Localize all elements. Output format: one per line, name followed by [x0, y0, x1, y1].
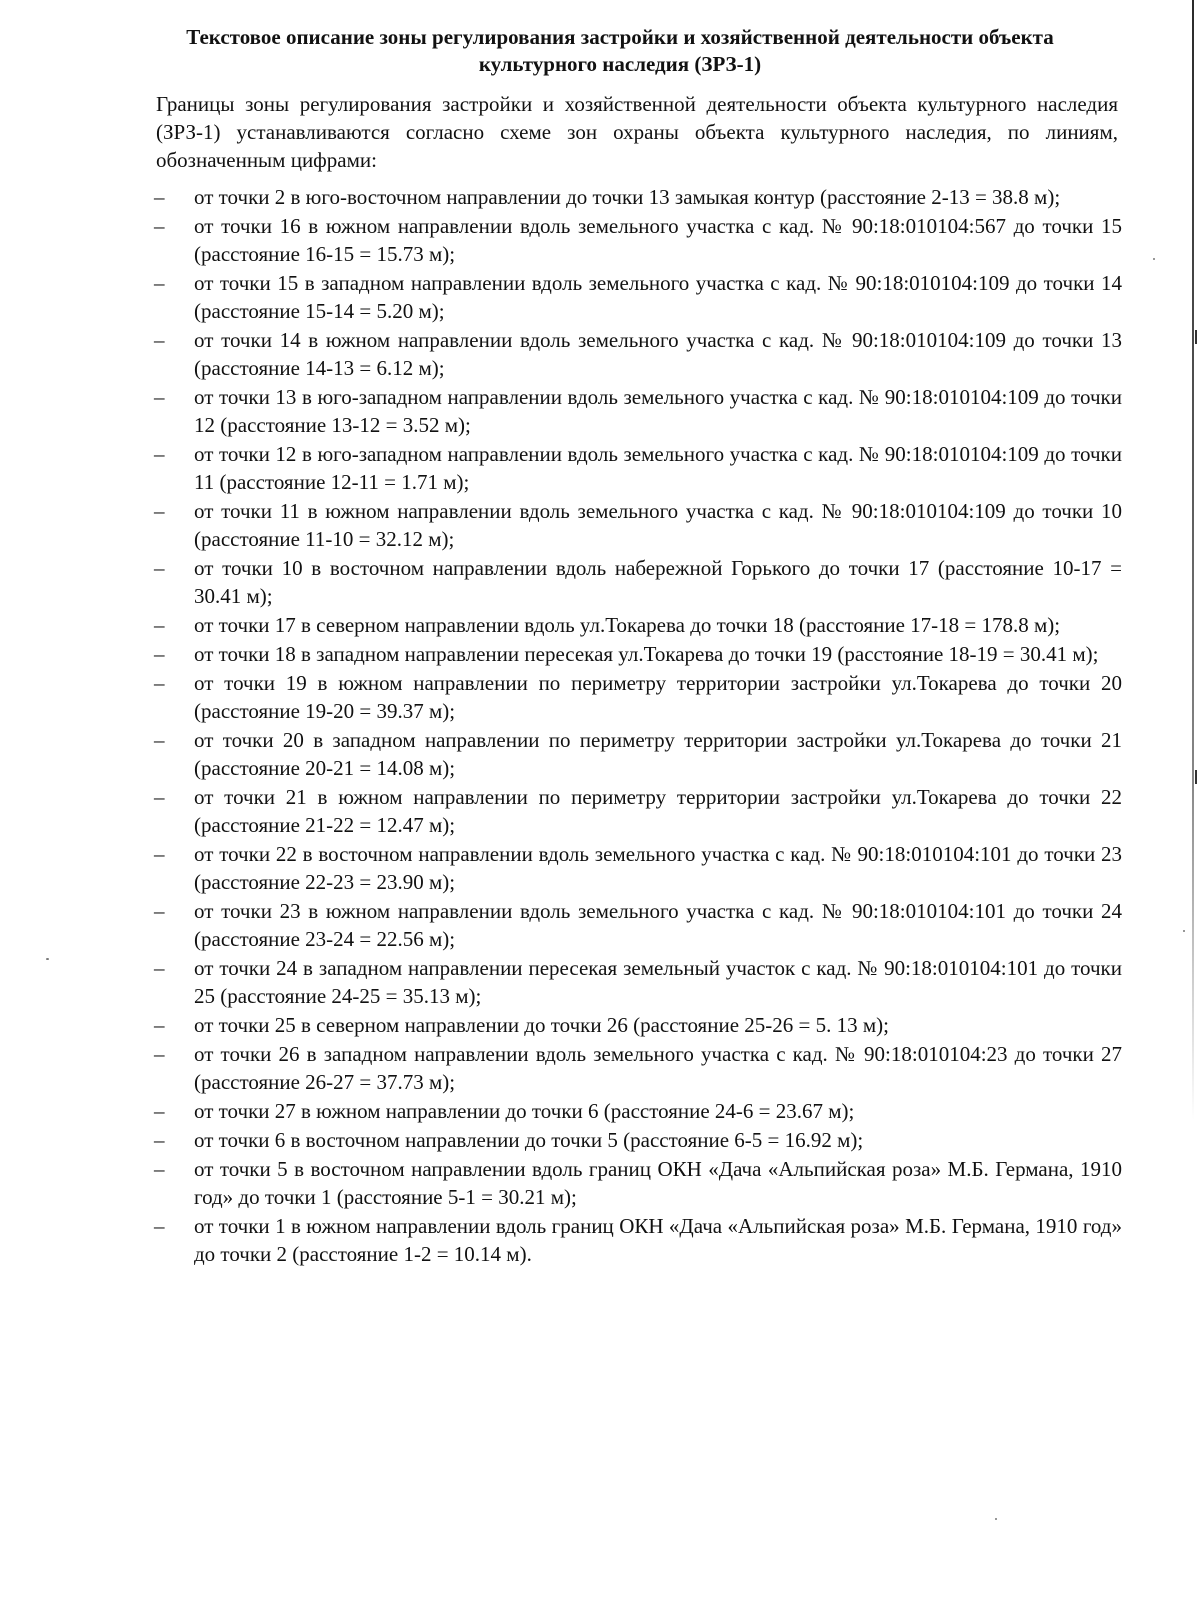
- boundary-segment-text: от точки 15 в западном направлении вдоль земельного участка с кад. № 90:18:010104:109 до точки 14 (расстояние 15-14 = 5.20 м);: [194, 271, 1122, 323]
- scan-speck: [995, 1518, 997, 1520]
- boundary-segment-text: от точки 2 в юго-восточном направлении до точки 13 замыкая контур (расстояние 2-13 = 38.8 м);: [194, 185, 1061, 209]
- boundary-segment-text: от точки 26 в западном направлении вдоль земельного участка с кад. № 90:18:010104:23 до точки 27 (расстояние 26-27 = 37.73 м);: [194, 1042, 1122, 1094]
- boundary-segment-text: от точки 10 в восточном направлении вдоль набережной Горького до точки 17 (расстояние 10-17 = 30.41 м);: [194, 556, 1122, 608]
- boundary-segment-item: [150, 212, 1122, 268]
- list-dash-bullet: –: [154, 1099, 165, 1123]
- boundary-segment-item: [150, 954, 1122, 1010]
- boundary-segment-text: от точки 25 в северном направлении до точки 26 (расстояние 25-26 = 5. 13 м);: [194, 1013, 889, 1037]
- boundary-segment-item: [150, 326, 1122, 382]
- list-dash-bullet: –: [154, 185, 165, 209]
- list-dash-bullet: –: [154, 1042, 165, 1066]
- scan-speck: [46, 958, 49, 960]
- boundary-segment-item: [150, 783, 1122, 839]
- boundary-segment-text: от точки 21 в южном направлении по периметру территории застройки ул.Токарева до точки 22 (расстояние 21-22 = 12.47 м);: [194, 785, 1122, 837]
- boundary-segment-item: [150, 497, 1122, 553]
- boundary-segment-text: от точки 16 в южном направлении вдоль земельного участка с кад. № 90:18:010104:567 до точки 15 (расстояние 16-15 = 15.73 м);: [194, 214, 1122, 266]
- boundary-segment-item: [150, 554, 1122, 610]
- list-dash-bullet: –: [154, 214, 165, 238]
- list-dash-bullet: –: [154, 671, 165, 695]
- boundary-list: [150, 183, 1122, 1269]
- boundary-segment-text: от точки 13 в юго-западном направлении вдоль земельного участка с кад. № 90:18:010104:109 до точки 12 (расстояние 13-12 = 3.52 м);: [194, 385, 1122, 437]
- boundary-segment-item: [150, 1097, 1122, 1125]
- boundary-segment-text: от точки 12 в юго-западном направлении вдоль земельного участка с кад. № 90:18:010104:109 до точки 11 (расстояние 12-11 = 1.71 м);: [194, 442, 1122, 494]
- boundary-segment-text: от точки 17 в северном направлении вдоль ул.Токарева до точки 18 (расстояние 17-18 = 178.8 м);: [194, 613, 1061, 637]
- boundary-segment-item: [150, 669, 1122, 725]
- boundary-segment-text: от точки 18 в западном направлении пересекая ул.Токарева до точки 19 (расстояние 18-19 = 30.41 м);: [194, 642, 1099, 666]
- list-dash-bullet: –: [154, 1157, 165, 1181]
- boundary-segment-item: [150, 269, 1122, 325]
- boundary-segment-text: от точки 23 в южном направлении вдоль земельного участка с кад. № 90:18:010104:101 до точки 24 (расстояние 23-24 = 22.56 м);: [194, 899, 1122, 951]
- scan-edge-mark: [1195, 770, 1197, 784]
- scan-edge-line: [1192, 0, 1194, 1120]
- list-dash-bullet: –: [154, 271, 165, 295]
- boundary-segment-item: [150, 440, 1122, 496]
- boundary-segment-text: от точки 20 в западном направлении по периметру территории застройки ул.Токарева до точки 21 (расстояние 20-21 = 14.08 м);: [194, 728, 1122, 780]
- boundary-segment-item: [150, 1011, 1122, 1039]
- list-dash-bullet: –: [154, 785, 165, 809]
- boundary-segment-item: [150, 1126, 1122, 1154]
- document-title: Текстовое описание зоны регулирования застройки и хозяйственной деятельности объекта культурного наследия (ЗРЗ-1): [186, 25, 1054, 76]
- boundary-segment-text: от точки 22 в восточном направлении вдоль земельного участка с кад. № 90:18:010104:101 до точки 23 (расстояние 22-23 = 23.90 м);: [194, 842, 1122, 894]
- list-dash-bullet: –: [154, 728, 165, 752]
- boundary-segment-text: от точки 5 в восточном направлении вдоль границ ОКН «Дача «Альпийская роза» М.Б. Германа, 1910 год» до точки 1 (расстояние 5-1 = 30.21 м);: [194, 1157, 1122, 1209]
- list-dash-bullet: –: [154, 613, 165, 637]
- boundary-segment-text: от точки 6 в восточном направлении до точки 5 (расстояние 6-5 = 16.92 м);: [194, 1128, 864, 1152]
- boundary-segment-text: от точки 19 в южном направлении по периметру территории застройки ул.Токарева до точки 20 (расстояние 19-20 = 39.37 м);: [194, 671, 1122, 723]
- list-dash-bullet: –: [154, 385, 165, 409]
- scan-speck: [1183, 930, 1185, 932]
- boundary-segment-text: от точки 14 в южном направлении вдоль земельного участка с кад. № 90:18:010104:109 до точки 13 (расстояние 14-13 = 6.12 м);: [194, 328, 1122, 380]
- list-dash-bullet: –: [154, 499, 165, 523]
- list-dash-bullet: –: [154, 328, 165, 352]
- boundary-segment-item: [150, 897, 1122, 953]
- boundary-segment-item: [150, 640, 1122, 668]
- list-dash-bullet: –: [154, 1214, 165, 1238]
- boundary-segment-item: [150, 1155, 1122, 1211]
- boundary-segment-text: от точки 1 в южном направлении вдоль границ ОКН «Дача «Альпийская роза» М.Б. Германа, 1910 год» до точки 2 (расстояние 1-2 = 10.14 м).: [194, 1214, 1122, 1266]
- boundary-segment-item: [150, 840, 1122, 896]
- intro-paragraph: Границы зоны регулирования застройки и хозяйственной деятельности объекта культурного наследия (ЗРЗ-1) устанавливаются согласно схеме зон охраны объекта культурного наследия, по линиям, обозначенным цифрами:: [156, 92, 1118, 172]
- list-dash-bullet: –: [154, 1013, 165, 1037]
- boundary-segment-item: [150, 726, 1122, 782]
- list-dash-bullet: –: [154, 842, 165, 866]
- boundary-segment-text: от точки 27 в южном направлении до точки 6 (расстояние 24-6 = 23.67 м);: [194, 1099, 855, 1123]
- boundary-segment-item: [150, 183, 1122, 211]
- boundary-segment-text: от точки 24 в западном направлении пересекая земельный участок с кад. № 90:18:010104:101 до точки 25 (расстояние 24-25 = 35.13 м);: [194, 956, 1122, 1008]
- list-dash-bullet: –: [154, 956, 165, 980]
- boundary-segment-item: [150, 383, 1122, 439]
- scan-edge-mark: [1195, 330, 1197, 344]
- scan-speck: [1153, 258, 1155, 260]
- list-dash-bullet: –: [154, 642, 165, 666]
- list-dash-bullet: –: [154, 899, 165, 923]
- boundary-segment-text: от точки 11 в южном направлении вдоль земельного участка с кад. № 90:18:010104:109 до точки 10 (расстояние 11-10 = 32.12 м);: [194, 499, 1122, 551]
- boundary-segment-item: [150, 1040, 1122, 1096]
- boundary-segment-item: [150, 611, 1122, 639]
- boundary-segment-item: [150, 1212, 1122, 1268]
- list-dash-bullet: –: [154, 442, 165, 466]
- list-dash-bullet: –: [154, 1128, 165, 1152]
- list-dash-bullet: –: [154, 556, 165, 580]
